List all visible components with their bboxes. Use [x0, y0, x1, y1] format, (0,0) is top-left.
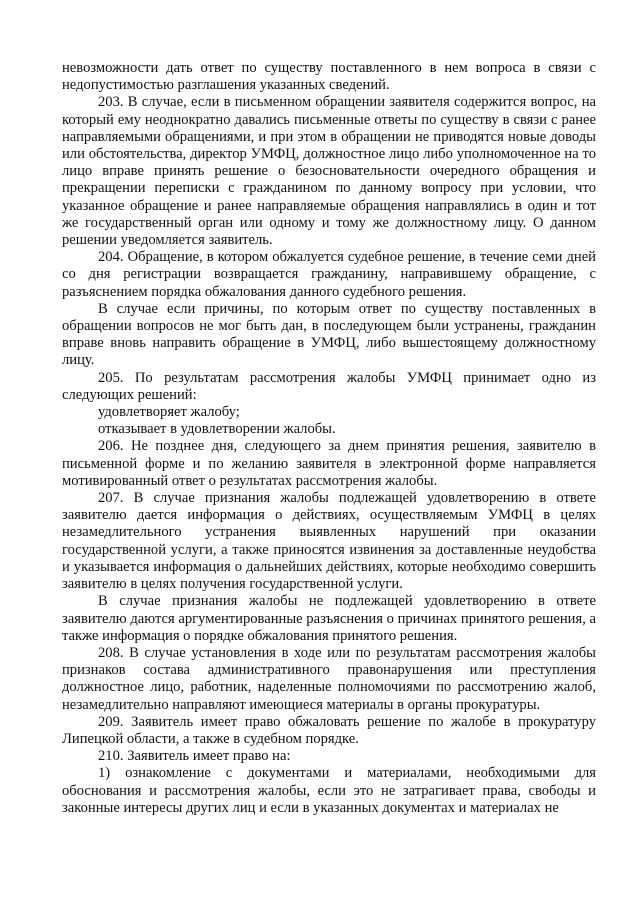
paragraph-205: 205. По результатам рассмотрения жалобы УМФЦ принимает одно из следующих решений:	[62, 369, 596, 403]
paragraph-204: 204. Обращение, в котором обжалуется судебное решение, в течение семи дней со дня регистрации возвращается гражданину, направившему обращение, с разъяснением порядка обжалования данного судебного решения.	[62, 249, 596, 300]
document-page	[62, 60, 596, 817]
paragraph-206: 206. Не позднее дня, следующего за днем принятия решения, заявителю в письменной форме и по желанию заявителя в электронной форме направляется мотивированный ответ о результатах рассмотрения жалобы.	[62, 438, 596, 489]
paragraph-209: 209. Заявитель имеет право обжаловать решение по жалобе в прокуратуру Липецкой области, а также в судебном порядке.	[62, 713, 596, 747]
paragraph-continuation: невозможности дать ответ по существу поставленного в нем вопроса в связи с недопустимостью разглашения указанных сведений.	[62, 60, 596, 94]
paragraph-203: 203. В случае, если в письменном обращении заявителя содержится вопрос, на который ему неоднократно давались письменные ответы по существу в связи с ранее направляемыми обращениями, и при этом в обращении не приводятся новые доводы или обстоятельства, директор УМФЦ, должностное лицо либо уполномоченное на то лицо вправе принять решение о безосновательности очередного обращения и прекращении переписки с гражданином по данному вопросу при условии, что указанное обращение и ранее направляемые обращения направлялись в один и тот же государственный орган или одному и тому же должностному лицу. О данном решении уведомляется заявитель.	[62, 94, 596, 249]
paragraph-210: 210. Заявитель имеет право на:	[98, 748, 291, 765]
paragraph-204-cont: В случае если причины, по которым ответ по существу поставленных в обращении вопросов не мог быть дан, в последующем были устранены, гражданин вправе вновь направить обращение в УМФЦ, либо вышестоящему должностному лицу.	[62, 300, 596, 369]
paragraph-210-item-1: 1) ознакомление с документами и материалами, необходимыми для обоснования и рассмотрения жалобы, если это не затрагивает права, свободы и законные интересы других лиц и если в указанных документах и материалах не	[62, 765, 596, 816]
paragraph-208: 208. В случае установления в ходе или по результатам рассмотрения жалобы признаков состава административного правонарушения или преступления должностное лицо, работник, наделенные полномочиями по рассмотрению жалоб, незамедлительно направляют имеющиеся материалы в органы прокуратуры.	[62, 644, 596, 713]
paragraph-207: 207. В случае признания жалобы подлежащей удовлетворению в ответе заявителю дается информация о действиях, осуществляемым УМФЦ в целях незамедлительного устранения выявленных нарушений при оказании государственной услуги, а также приносятся извинения за доставленные неудобства и указывается информация о дальнейших действиях, которые необходимо совершить заявителю в целях получения государственной услуги.	[62, 490, 596, 593]
paragraph-205-option-1: удовлетворяет жалобу;	[98, 404, 240, 421]
paragraph-205-option-2: отказывает в удовлетворении жалобы.	[98, 421, 336, 438]
paragraph-207-cont: В случае признания жалобы не подлежащей удовлетворению в ответе заявителю даются аргументированные разъяснения о причинах принятого решения, а также информация о порядке обжалования принятого решения.	[62, 593, 596, 644]
